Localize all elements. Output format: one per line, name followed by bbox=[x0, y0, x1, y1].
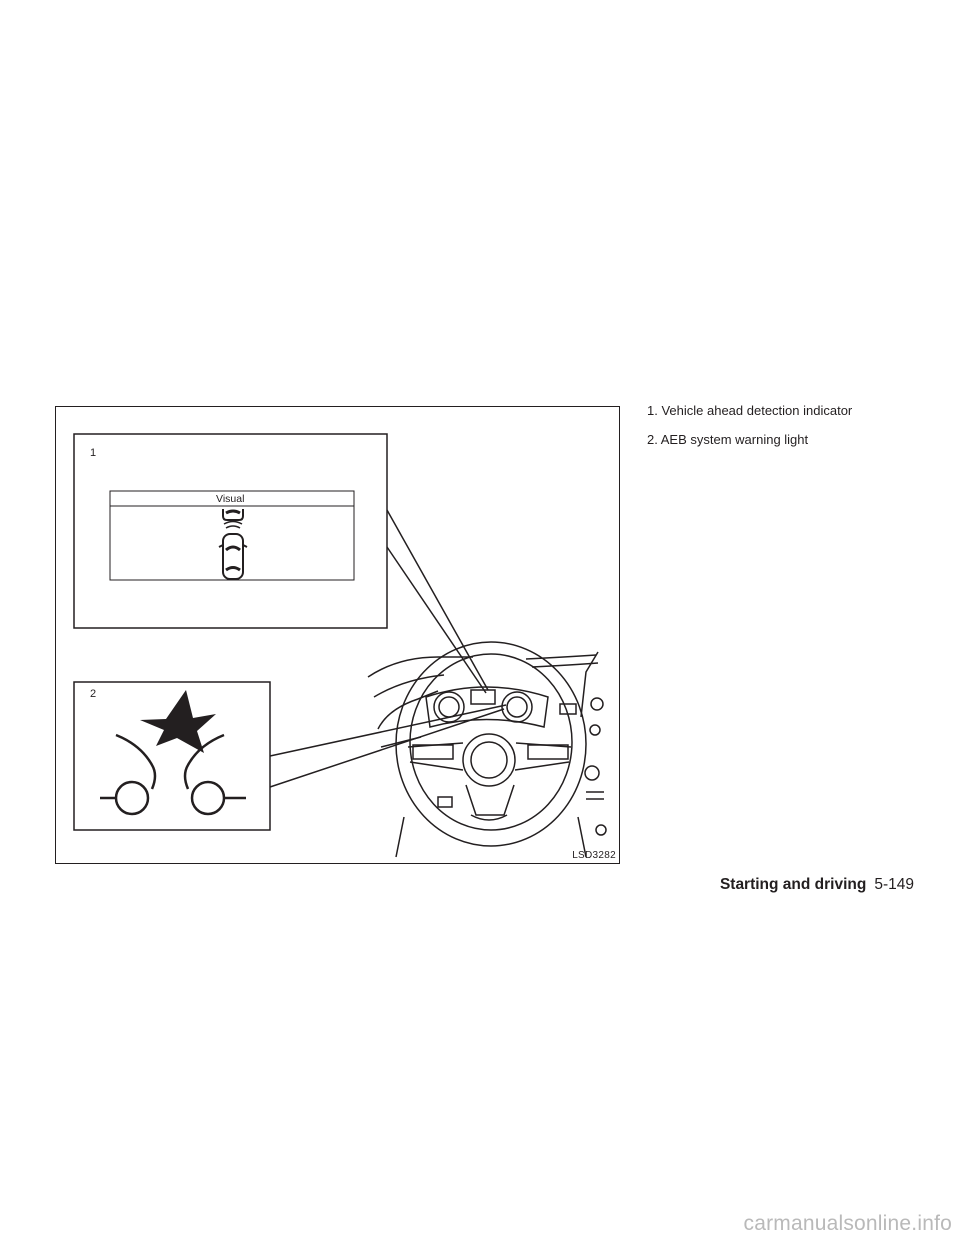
vehicle-ahead-detection-icon bbox=[219, 509, 247, 579]
section-title: Starting and driving bbox=[719, 876, 867, 893]
figure-frame bbox=[55, 406, 620, 864]
callout-number-2: 2 bbox=[90, 688, 97, 700]
caption-item: 1. Vehicle ahead detection indicator bbox=[647, 403, 853, 418]
steering-wheel-icon bbox=[368, 642, 606, 857]
illustration bbox=[56, 407, 621, 865]
figure-code: LSD3282 bbox=[572, 850, 616, 861]
callout-box-1 bbox=[74, 434, 387, 628]
display-label: Visual bbox=[216, 493, 245, 505]
callout-box-2 bbox=[74, 682, 270, 830]
watermark: carmanualsonline.info bbox=[743, 1212, 952, 1235]
page-footer bbox=[720, 876, 914, 894]
callout-number-1: 1 bbox=[90, 447, 97, 459]
page-number: 5-149 bbox=[874, 876, 914, 893]
caption-list bbox=[647, 403, 852, 461]
caption-item: 2. AEB system warning light bbox=[647, 432, 809, 447]
aeb-warning-icon bbox=[100, 690, 246, 814]
